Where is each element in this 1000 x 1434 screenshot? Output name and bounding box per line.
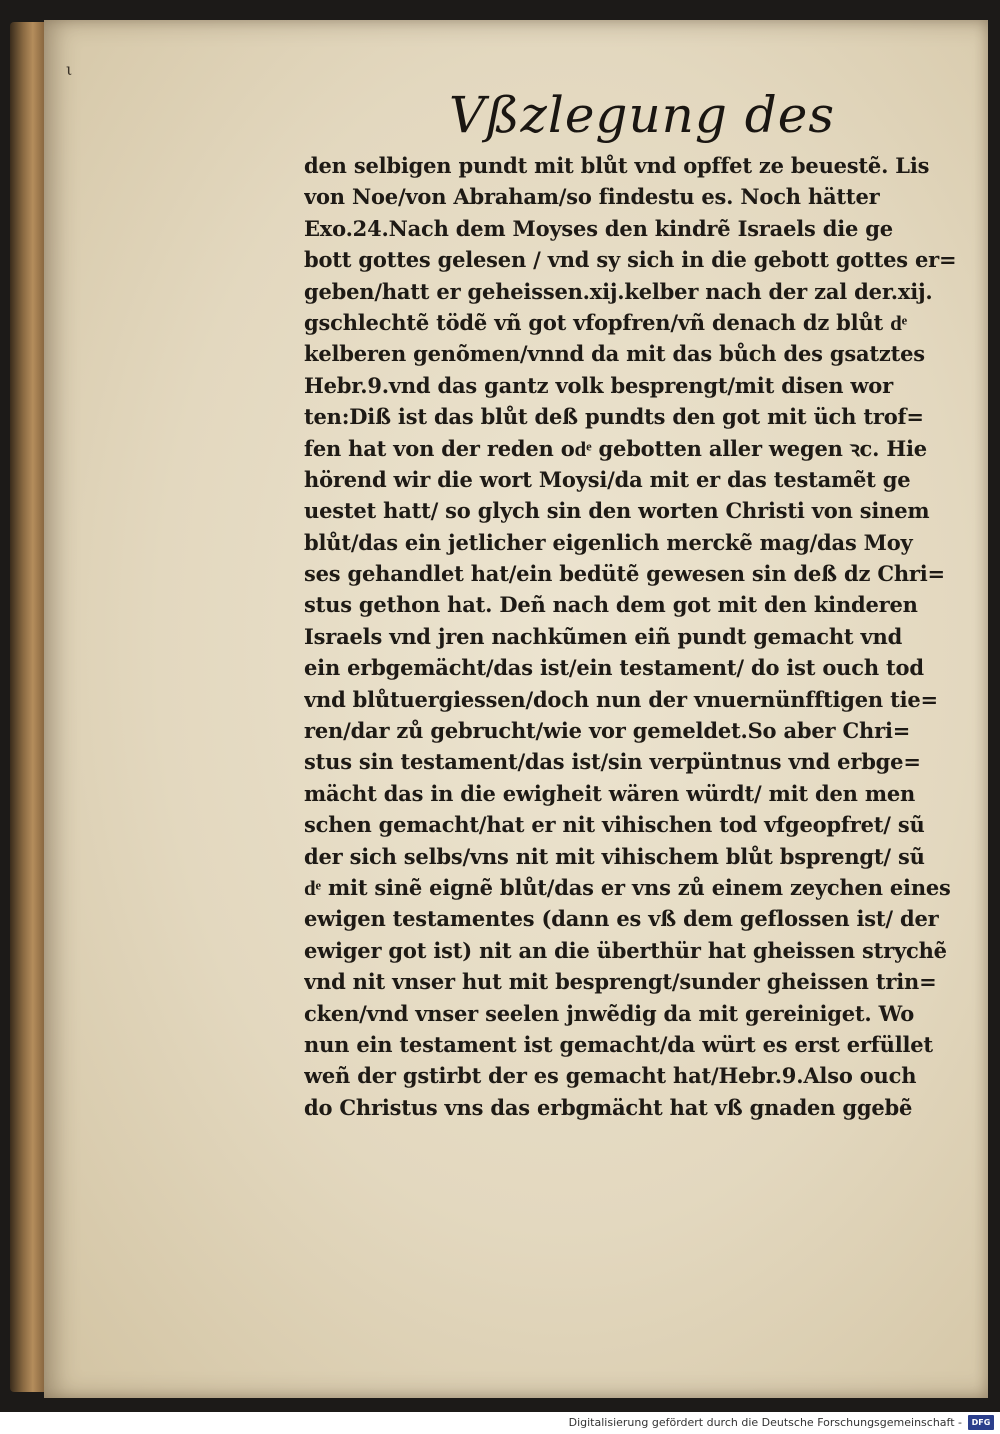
text-line: fen hat von der reden odͤ gebotten aller wegen ꝛc. Hie xyxy=(304,435,927,461)
text-line: mächt das in die ewigheit wären würdt/ mit den men xyxy=(304,780,916,806)
text-line: ren/dar zů gebrucht/wie vor gemeldet.So aber Chri= xyxy=(304,718,911,744)
text-line: der sich selbs/vns nit mit vihischem blůt bsprengt/ sũ xyxy=(304,843,925,869)
text-line: bott gottes gelesen / vnd sy sich in die gebott gottes er= xyxy=(304,247,957,273)
footer-bar xyxy=(0,1412,1000,1434)
text-line: kelberen genõmen/vnnd da mit das bůch des gsatztes xyxy=(304,341,925,367)
text-line: den selbigen pundt mit blůt vnd opffet ze beuestẽ. Lis xyxy=(304,153,930,178)
text-line: blůt/das ein jetlicher eigenlich merckẽ mag/das Moy xyxy=(304,529,913,555)
text-block xyxy=(304,150,964,1123)
text-line: cken/vnd vnser seelen jnwẽdig da mit gereiniget. Wo xyxy=(304,1000,915,1026)
folio-mark: ι xyxy=(66,60,73,79)
text-line: ten:Diß ist das blůt deß pundts den got mit üch trof= xyxy=(304,404,924,430)
text-line: geben/hatt er geheissen.xij.kelber nach der zal der.xij. xyxy=(304,278,933,304)
text-line: hörend wir die wort Moysi/da mit er das testamẽt ge xyxy=(304,466,911,492)
text-line: von Noe/von Abraham/so findestu es. Noch hätter xyxy=(304,184,880,210)
text-line: uestet hatt/ so glych sin den worten Christi von sinem xyxy=(304,498,930,524)
running-head: Vßzlegung des xyxy=(449,86,835,144)
text-line: dͤ mit sinẽ eignẽ blůt/das er vns zů einem zeychen eines xyxy=(304,874,951,900)
text-line: nun ein testament ist gemacht/da würt es erst erfüllet xyxy=(304,1031,933,1057)
text-line: vnd blůtuergiessen/doch nun der vnuernünfftigen tie= xyxy=(304,686,938,712)
text-line: ses gehandlet hat/ein bedütẽ gewesen sin deß dz Chri= xyxy=(304,561,945,587)
text-line: stus gethon hat. Deñ nach dem got mit den kinderen xyxy=(304,592,918,618)
text-line: ewigen testamentes (dann es vß dem geflossen ist/ der xyxy=(304,906,939,932)
text-line: Israels vnd jren nachkũmen eiñ pundt gemacht vnd xyxy=(304,623,903,649)
dfg-logo-icon[interactable]: DFG xyxy=(968,1415,994,1430)
text-line: do Christus vns das erbgmächt hat vß gnaden ggebẽ xyxy=(304,1094,913,1120)
text-line: Hebr.9.vnd das gantz volk besprengt/mit disen wor xyxy=(304,372,893,398)
text-line: stus sin testament/das ist/sin verpüntnus vnd erbge= xyxy=(304,749,921,775)
book-page xyxy=(44,20,988,1398)
text-line: weñ der gstirbt der es gemacht hat/Hebr.9.Also ouch xyxy=(304,1063,917,1089)
text-line: Exo.24.Nach dem Moyses den kindrẽ Israels die ge xyxy=(304,215,893,241)
book-spine xyxy=(10,22,48,1392)
text-line: schen gemacht/hat er nit vihischen tod vfgeopfret/ sũ xyxy=(304,812,925,838)
text-line: vnd nit vnser hut mit besprengt/sunder gheissen trin= xyxy=(304,969,937,995)
text-line: ein erbgemächt/das ist/ein testament/ do ist ouch tod xyxy=(304,655,924,681)
text-line: ewiger got ist) nit an die überthür hat gheissen strychẽ xyxy=(304,937,947,963)
text-line: gschlechtẽ tödẽ vñ got vfopfren/vñ denach dz blůt dͤ xyxy=(304,309,908,335)
footer-attribution: Digitalisierung gefördert durch die Deutsche Forschungsgemeinschaft - xyxy=(568,1416,962,1429)
